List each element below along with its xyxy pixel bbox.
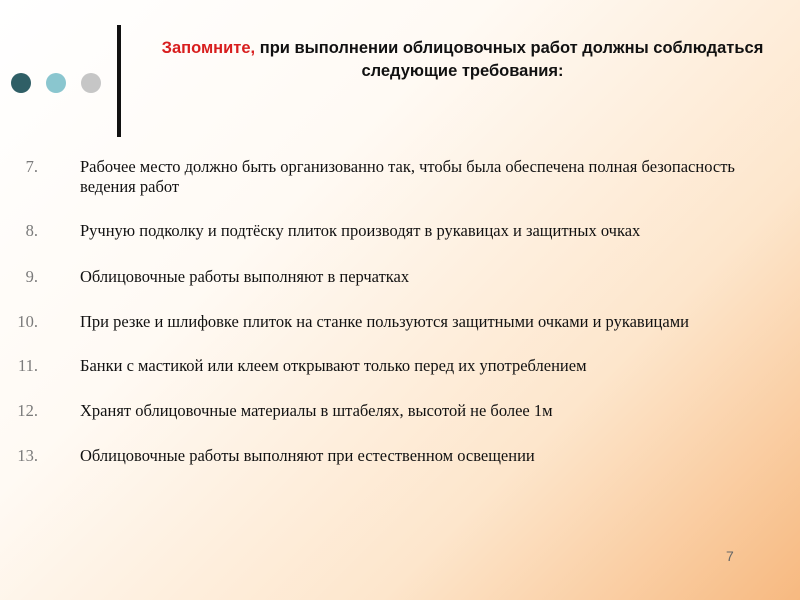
list-item [0, 312, 790, 332]
page-number: 7 [726, 548, 734, 564]
decorative-dot-grey [81, 73, 101, 93]
list-item-text: Облицовочные работы выполняют в перчатках [80, 267, 410, 286]
list-item-text: Облицовочные работы выполняют при естественном освещении [80, 446, 535, 465]
list-item-number: 7. [25, 157, 38, 176]
list-item [0, 221, 790, 241]
list-item-number: 11. [17, 356, 38, 375]
list-item [0, 446, 790, 466]
list-item-number: 8. [25, 221, 38, 240]
list-item [0, 267, 790, 287]
slide-title-accent: Запомните, [161, 39, 256, 57]
list-item-number: 12. [17, 401, 38, 420]
list-item-text: Банки с мастикой или клеем открывают только перед их употреблением [80, 356, 587, 375]
decorative-dot-light-blue [46, 73, 66, 93]
list-item-number: 9. [25, 267, 38, 286]
list-item-text: Рабочее место должно быть организованно так, чтобы была обеспечена полная безопасность ведения работ [80, 157, 735, 196]
slide-title-rest: при выполнении облицовочных работ должны соблюдаться следующие требования: [255, 39, 764, 80]
list-item-text: Ручную подколку и подтёску плиток производят в рукавицах и защитных очках [80, 221, 641, 240]
list-item [0, 356, 790, 376]
requirements-list [0, 157, 790, 466]
list-item-number: 13. [17, 446, 38, 465]
decorative-dot-dark [11, 73, 31, 93]
list-item [0, 157, 790, 197]
list-item [0, 401, 790, 421]
slide-title [150, 37, 775, 83]
title-divider-bar [117, 25, 121, 137]
list-item-text: Хранят облицовочные материалы в штабелях, высотой не более 1м [80, 401, 553, 420]
list-item-text: При резке и шлифовке плиток на станке пользуются защитными очками и рукавицами [80, 312, 689, 331]
list-item-number: 10. [17, 312, 38, 331]
